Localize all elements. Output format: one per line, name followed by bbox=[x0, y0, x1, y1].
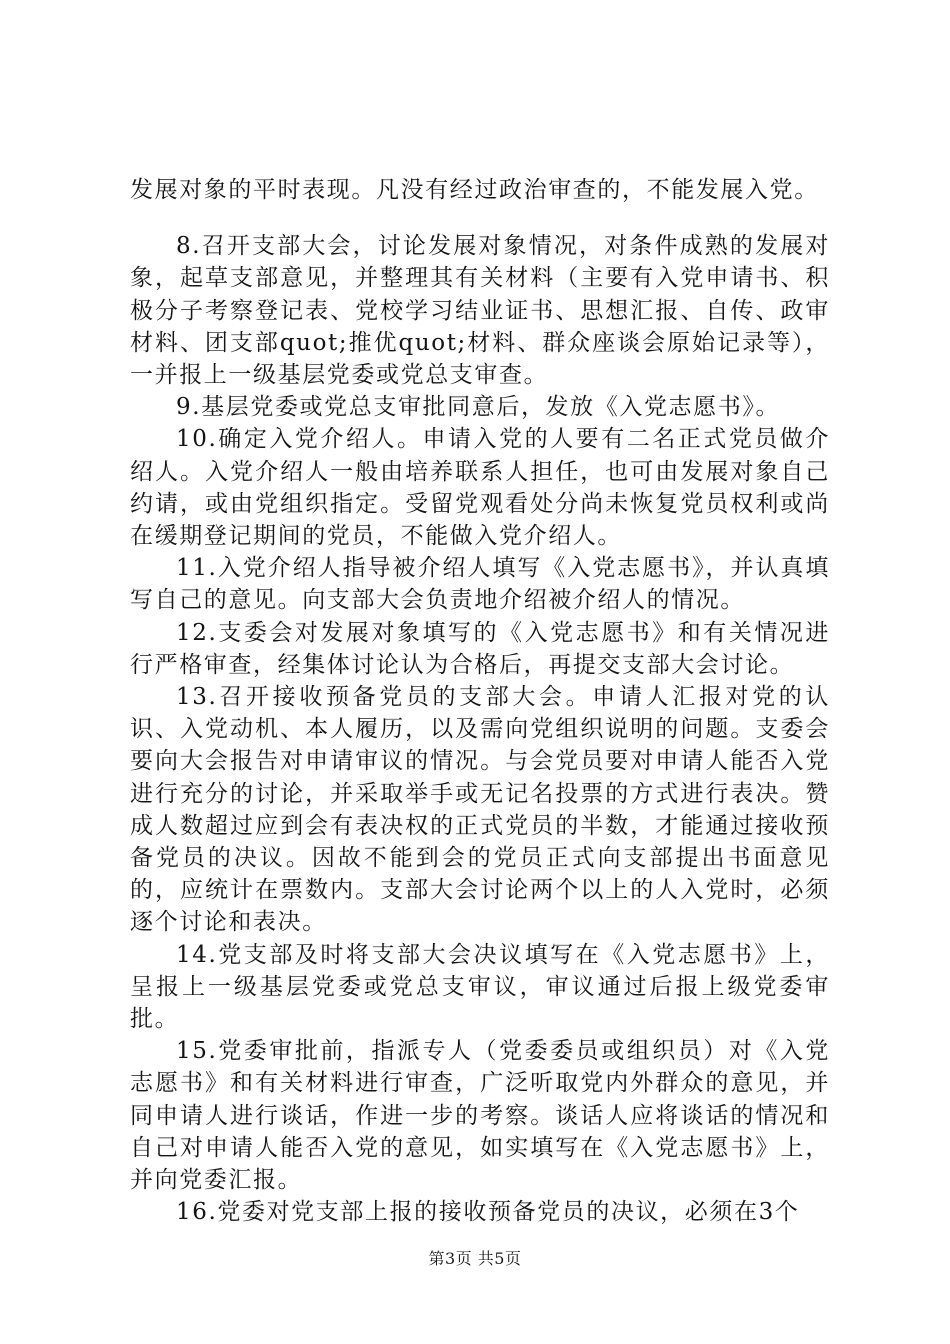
page-number-footer: 第3页 共5页 bbox=[428, 1249, 522, 1268]
paragraph-step-8: 8.召开支部大会，讨论发展对象情况，对条件成熟的发展对象，起草支部意见，并整理其有关材料（主要有入党申请书、积极分子考察登记表、党校学习结业证书、思想汇报、自传、政审材料、团支部quot;推优quot;材料、群众座谈会原始记录等），一并报上一级基层党委或党总支审查。 bbox=[130, 233, 830, 389]
paragraph-step-12: 12.支委会对发展对象填写的《入党志愿书》和有关情况进行严格审查，经集体讨论认为合格后，再提交支部大会讨论。 bbox=[130, 619, 830, 678]
paragraph-step-14: 14.党支部及时将支部大会决议填写在《入党志愿书》上，呈报上一级基层党委或党总支审议，审议通过后报上级党委审批。 bbox=[130, 941, 830, 1033]
paragraph-step-10: 10.确定入党介绍人。申请入党的人要有二名正式党员做介绍人。入党介绍人一般由培养联系人担任，也可由发展对象自己约请，或由党组织指定。受留党观看处分尚未恢复党员权利或尚在缓期登记期间的党员，不能做入党介绍人。 bbox=[130, 426, 830, 550]
paragraph-step-13: 13.召开接收预备党员的支部大会。申请人汇报对党的认识、入党动机、本人履历，以及需向党组织说明的问题。支委会要向大会报告对申请审议的情况。与会党员要对申请人能否入党进行充分的讨论，并采取举手或无记名投票的方式进行表决。赞成人数超过应到会有表决权的正式党员的半数，才能通过接收预备党员的决议。因故不能到会的党员正式向支部提出书面意见的，应统计在票数内。支部大会讨论两个以上的人入党时，必须逐个讨论和表决。 bbox=[130, 684, 830, 936]
paragraph-step-11: 11.入党介绍人指导被介绍人填写《入党志愿书》，并认真填写自己的意见。向支部大会负责地介绍被介绍人的情况。 bbox=[130, 555, 830, 614]
paragraph-step-15: 15.党委审批前，指派专人（党委委员或组织员）对《入党志愿书》和有关材料进行审查，广泛听取党内外群众的意见，并同申请人进行谈话，作进一步的考察。谈话人应将谈话的情况和自己对申请人能否入党的意见，如实填写在《入党志愿书》上，并向党委汇报。 bbox=[130, 1038, 830, 1194]
paragraph-step-9: 9.基层党委或党总支审批同意后，发放《入党志愿书》。 bbox=[176, 394, 781, 421]
paragraph-step-16: 16.党委对党支部上报的接收预备党员的决议，必须在3个 bbox=[176, 1199, 800, 1226]
document-body bbox=[130, 174, 830, 1229]
paragraph-continuation: 发展对象的平时表现。凡没有经过政治审查的，不能发展入党。 bbox=[130, 177, 819, 203]
